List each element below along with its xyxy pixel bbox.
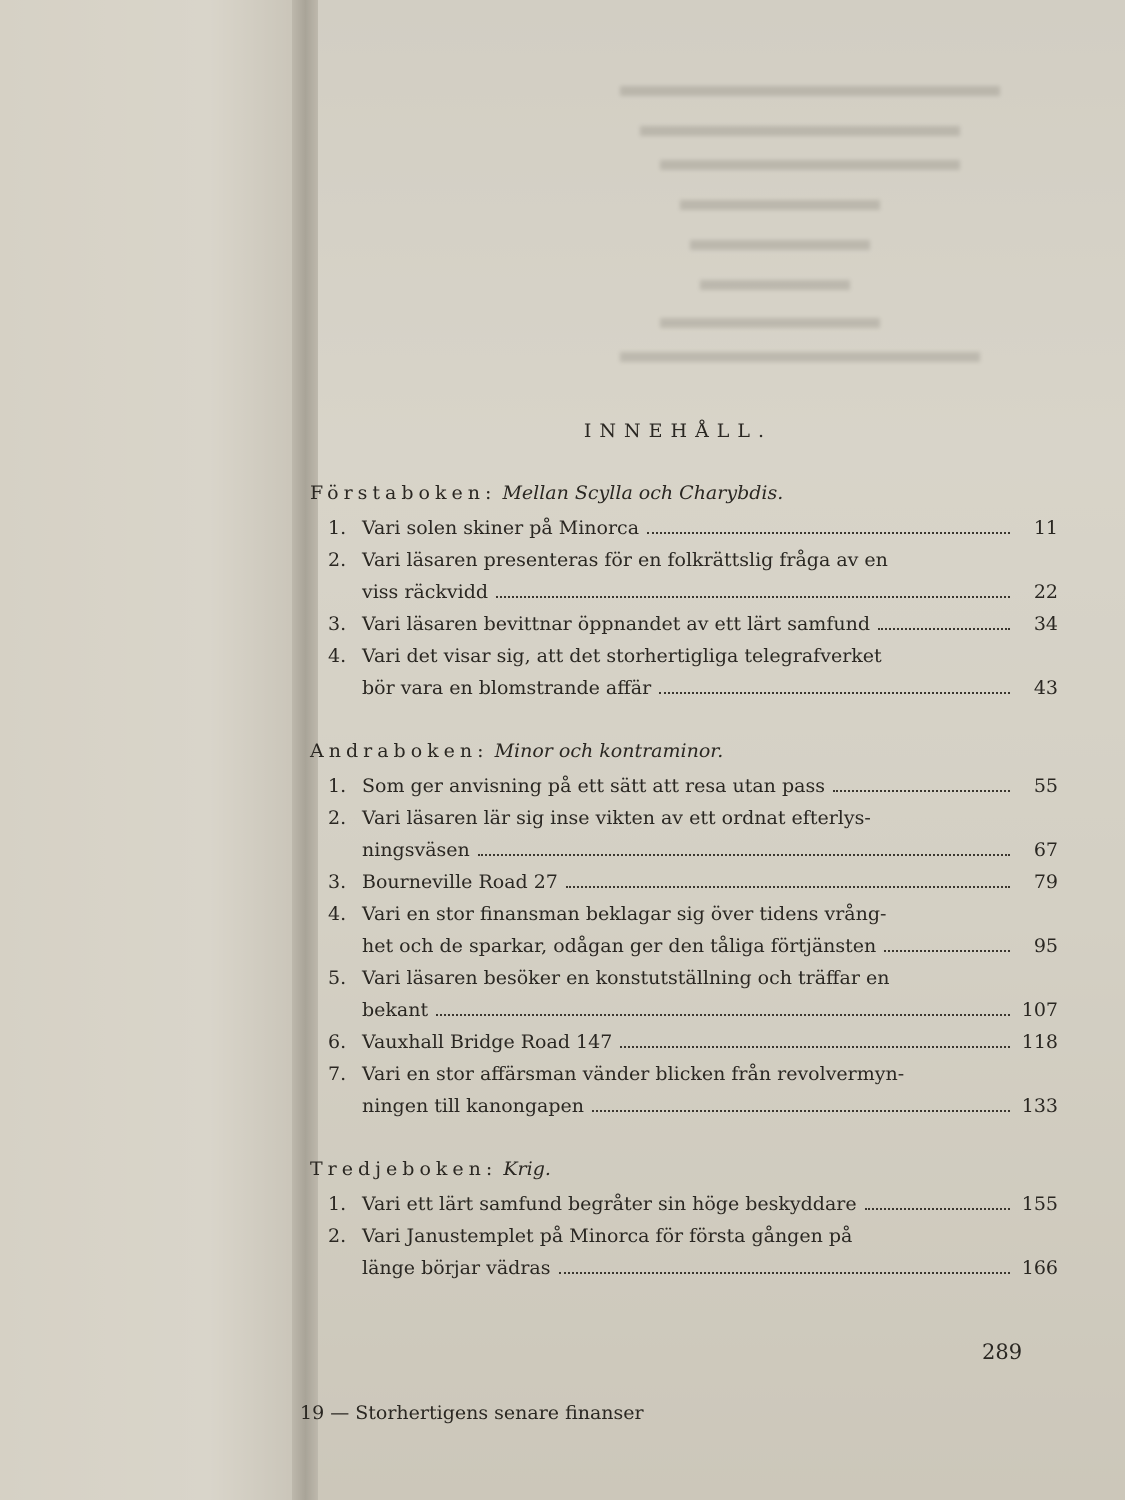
toc-section xyxy=(298,482,1058,704)
show-through-line xyxy=(660,160,960,170)
entry-text: Vari en stor affärsman vänder blicken från revolvermyn- xyxy=(362,1063,905,1085)
toc-sections xyxy=(298,482,1058,1284)
toc-entry xyxy=(298,770,1058,802)
leader-dots xyxy=(878,628,1010,630)
toc-entry xyxy=(298,1026,1058,1058)
show-through-line xyxy=(660,318,880,328)
left-page xyxy=(0,0,300,1500)
leader-dots xyxy=(592,1110,1010,1112)
entry-number: 2. xyxy=(328,549,347,571)
signature-footer: 19 — Storhertigens senare finanser xyxy=(300,1402,644,1424)
entry-text: Som ger anvisning på ett sätt att resa utan pass xyxy=(362,775,825,797)
section-subtitle: Minor och kontraminor. xyxy=(494,740,724,762)
entry-text: Vari ett lärt samfund begråter sin höge beskyddare xyxy=(362,1193,857,1215)
entry-number: 1. xyxy=(328,775,347,797)
entry-text: Bourneville Road 27 xyxy=(362,871,558,893)
section-label: Förstaboken: xyxy=(310,482,497,504)
toc-section xyxy=(298,1158,1058,1284)
leader-dots xyxy=(833,790,1010,792)
show-through-line xyxy=(690,240,870,250)
page-number: 289 xyxy=(982,1340,1023,1364)
entry-text: Vari solen skiner på Minorca xyxy=(362,517,640,539)
entry-text: het och de sparkar, odågan ger den tåliga förtjänsten xyxy=(362,935,877,957)
entry-text: viss räckvidd xyxy=(362,581,489,603)
entry-page: 166 xyxy=(1021,1257,1058,1279)
entry-number: 4. xyxy=(328,903,347,925)
show-through-line xyxy=(700,280,850,290)
section-label: Tredjeboken: xyxy=(310,1158,498,1180)
section-subtitle: Krig. xyxy=(503,1158,551,1180)
toc-section xyxy=(298,740,1058,1122)
leader-dots xyxy=(659,692,1010,694)
show-through-line xyxy=(620,86,1000,96)
entry-text: Vari en stor finansman beklagar sig över tidens vrång- xyxy=(362,903,887,925)
entry-number: 1. xyxy=(328,1193,347,1215)
toc-entry xyxy=(298,802,1058,866)
toc-entry xyxy=(298,962,1058,1026)
show-through-line xyxy=(680,200,880,210)
leader-dots xyxy=(559,1272,1011,1274)
entry-text: ningsväsen xyxy=(362,839,470,861)
entry-page: 133 xyxy=(1021,1095,1058,1117)
entry-page: 79 xyxy=(1033,871,1058,893)
entry-page: 107 xyxy=(1021,999,1058,1021)
entry-text: bör vara en blomstrande affär xyxy=(362,677,652,699)
entry-text: Vari Janustemplet på Minorca för första gången på xyxy=(362,1225,853,1247)
entry-text: Vari läsaren bevittnar öppnandet av ett lärt samfund xyxy=(362,613,870,635)
entry-text: länge börjar vädras xyxy=(362,1257,551,1279)
show-through-line xyxy=(620,352,980,362)
toc-entry xyxy=(298,640,1058,704)
entry-text: bekant xyxy=(362,999,429,1021)
entry-page: 155 xyxy=(1021,1193,1058,1215)
toc-entry xyxy=(298,1220,1058,1284)
table-of-contents xyxy=(298,420,1058,1320)
entry-number: 5. xyxy=(328,967,347,989)
entry-number: 6. xyxy=(328,1031,347,1053)
entry-text: Vari läsaren lär sig inse vikten av ett ordnat efterlys- xyxy=(362,807,871,829)
entry-text: Vauxhall Bridge Road 147 xyxy=(362,1031,613,1053)
leader-dots xyxy=(496,596,1010,598)
toc-entry xyxy=(298,898,1058,962)
entry-number: 3. xyxy=(328,871,347,893)
leader-dots xyxy=(566,886,1010,888)
show-through-line xyxy=(640,126,960,136)
entry-number: 7. xyxy=(328,1063,347,1085)
entry-text: ningen till kanongapen xyxy=(362,1095,585,1117)
toc-entry xyxy=(298,1188,1058,1220)
toc-entry xyxy=(298,608,1058,640)
entry-page: 67 xyxy=(1033,839,1058,861)
section-label: Andraboken: xyxy=(310,740,489,762)
toc-entry xyxy=(298,866,1058,898)
entry-page: 43 xyxy=(1033,677,1058,699)
entry-page: 22 xyxy=(1033,581,1058,603)
entry-text: Vari läsaren presenteras för en folkrättslig fråga av en xyxy=(362,549,888,571)
entry-page: 34 xyxy=(1033,613,1058,635)
leader-dots xyxy=(884,950,1010,952)
entry-number: 1. xyxy=(328,517,347,539)
leader-dots xyxy=(436,1014,1010,1016)
toc-entry xyxy=(298,512,1058,544)
toc-entry xyxy=(298,1058,1058,1122)
leader-dots xyxy=(478,854,1010,856)
entry-page: 11 xyxy=(1033,517,1058,539)
leader-dots xyxy=(865,1208,1010,1210)
leader-dots xyxy=(647,532,1010,534)
leader-dots xyxy=(620,1046,1010,1048)
entry-number: 2. xyxy=(328,1225,347,1247)
section-heading xyxy=(310,482,1058,504)
entry-page: 95 xyxy=(1033,935,1058,957)
section-heading xyxy=(310,740,1058,762)
entry-number: 3. xyxy=(328,613,347,635)
page-title: INNEHÅLL. xyxy=(583,420,773,442)
section-heading xyxy=(310,1158,1058,1180)
entry-page: 118 xyxy=(1021,1031,1058,1053)
entry-page: 55 xyxy=(1033,775,1058,797)
entry-text: Vari läsaren besöker en konstutställning och träffar en xyxy=(362,967,890,989)
entry-number: 2. xyxy=(328,807,347,829)
entry-number: 4. xyxy=(328,645,347,667)
toc-entry xyxy=(298,544,1058,608)
entry-text: Vari det visar sig, att det storhertigliga telegrafverket xyxy=(362,645,882,667)
section-subtitle: Mellan Scylla och Charybdis. xyxy=(502,482,784,504)
